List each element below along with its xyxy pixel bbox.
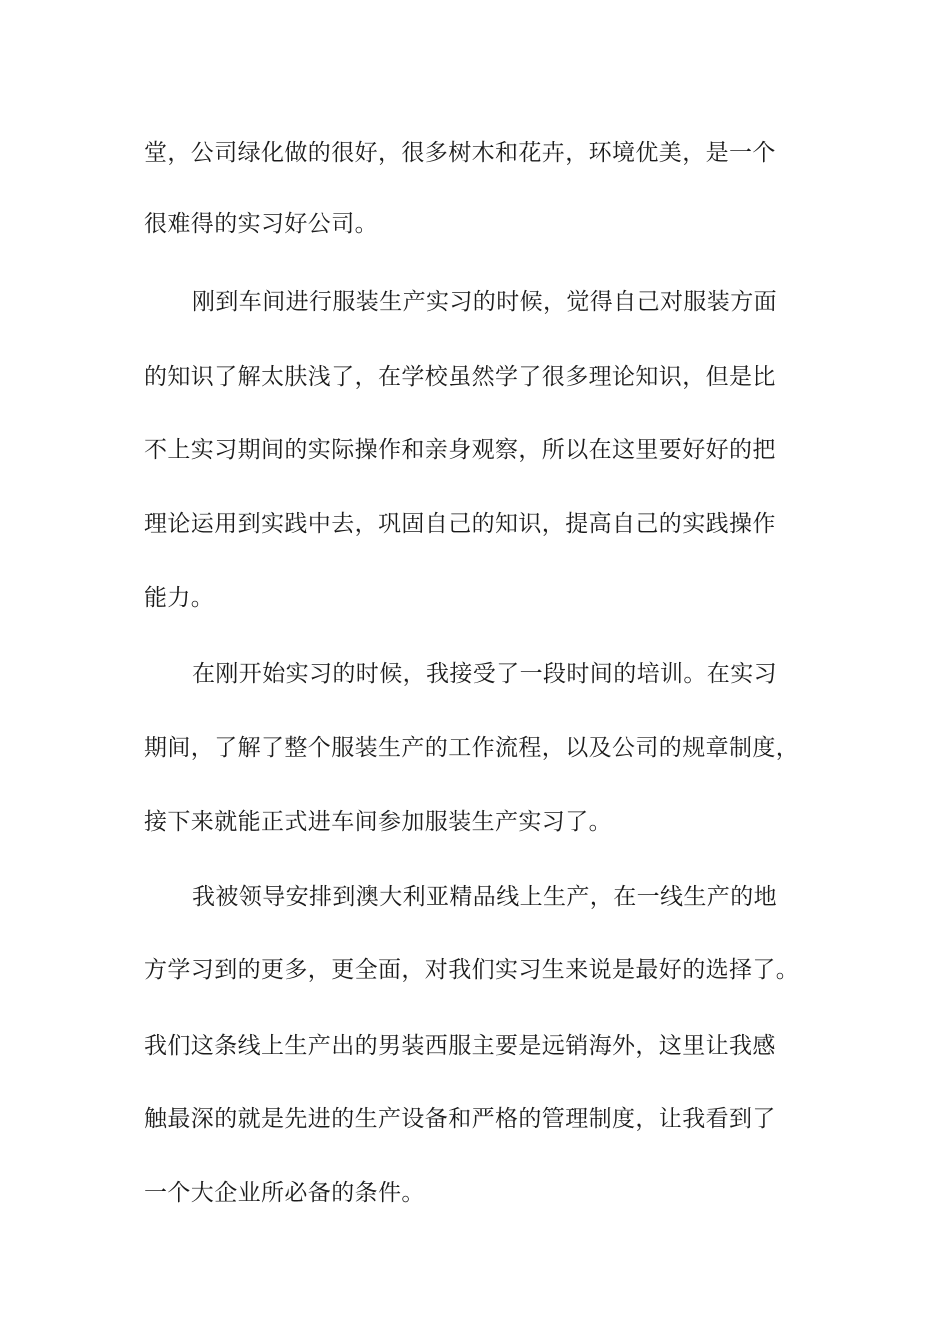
text-line-6: 理论运用到实践中去，巩固自己的知识，提高自己的实践操作 (144, 511, 776, 537)
text-line-1: 堂，公司绿化做的很好，很多树木和花卉，环境优美，是一个 (144, 140, 776, 166)
text-line-8: 在刚开始实习的时候，我接受了一段时间的培训。在实习 (192, 661, 777, 687)
text-line-11: 我被领导安排到澳大利亚精品线上生产，在一线生产的地 (192, 884, 777, 910)
text-line-15: 一个大企业所必备的条件。 (144, 1180, 425, 1206)
text-line-12: 方学习到的更多，更全面，对我们实习生来说是最好的选择了。 (144, 957, 800, 983)
text-line-10: 接下来就能正式进车间参加服装生产实习了。 (144, 809, 612, 835)
text-line-3: 刚到车间进行服装生产实习的时候，觉得自己对服装方面 (192, 289, 777, 315)
text-line-13: 我们这条线上生产出的男装西服主要是远销海外，这里让我感 (144, 1033, 776, 1059)
text-line-2: 很难得的实习好公司。 (144, 211, 378, 237)
text-line-7: 能力。 (144, 585, 215, 611)
text-line-4: 的知识了解太肤浅了，在学校虽然学了很多理论知识，但是比 (144, 364, 776, 390)
text-line-9: 期间，了解了整个服装生产的工作流程，以及公司的规章制度， (144, 735, 800, 761)
text-line-5: 不上实习期间的实际操作和亲身观察，所以在这里要好好的把 (144, 437, 776, 463)
text-line-14: 触最深的就是先进的生产设备和严格的管理制度，让我看到了 (144, 1106, 776, 1132)
